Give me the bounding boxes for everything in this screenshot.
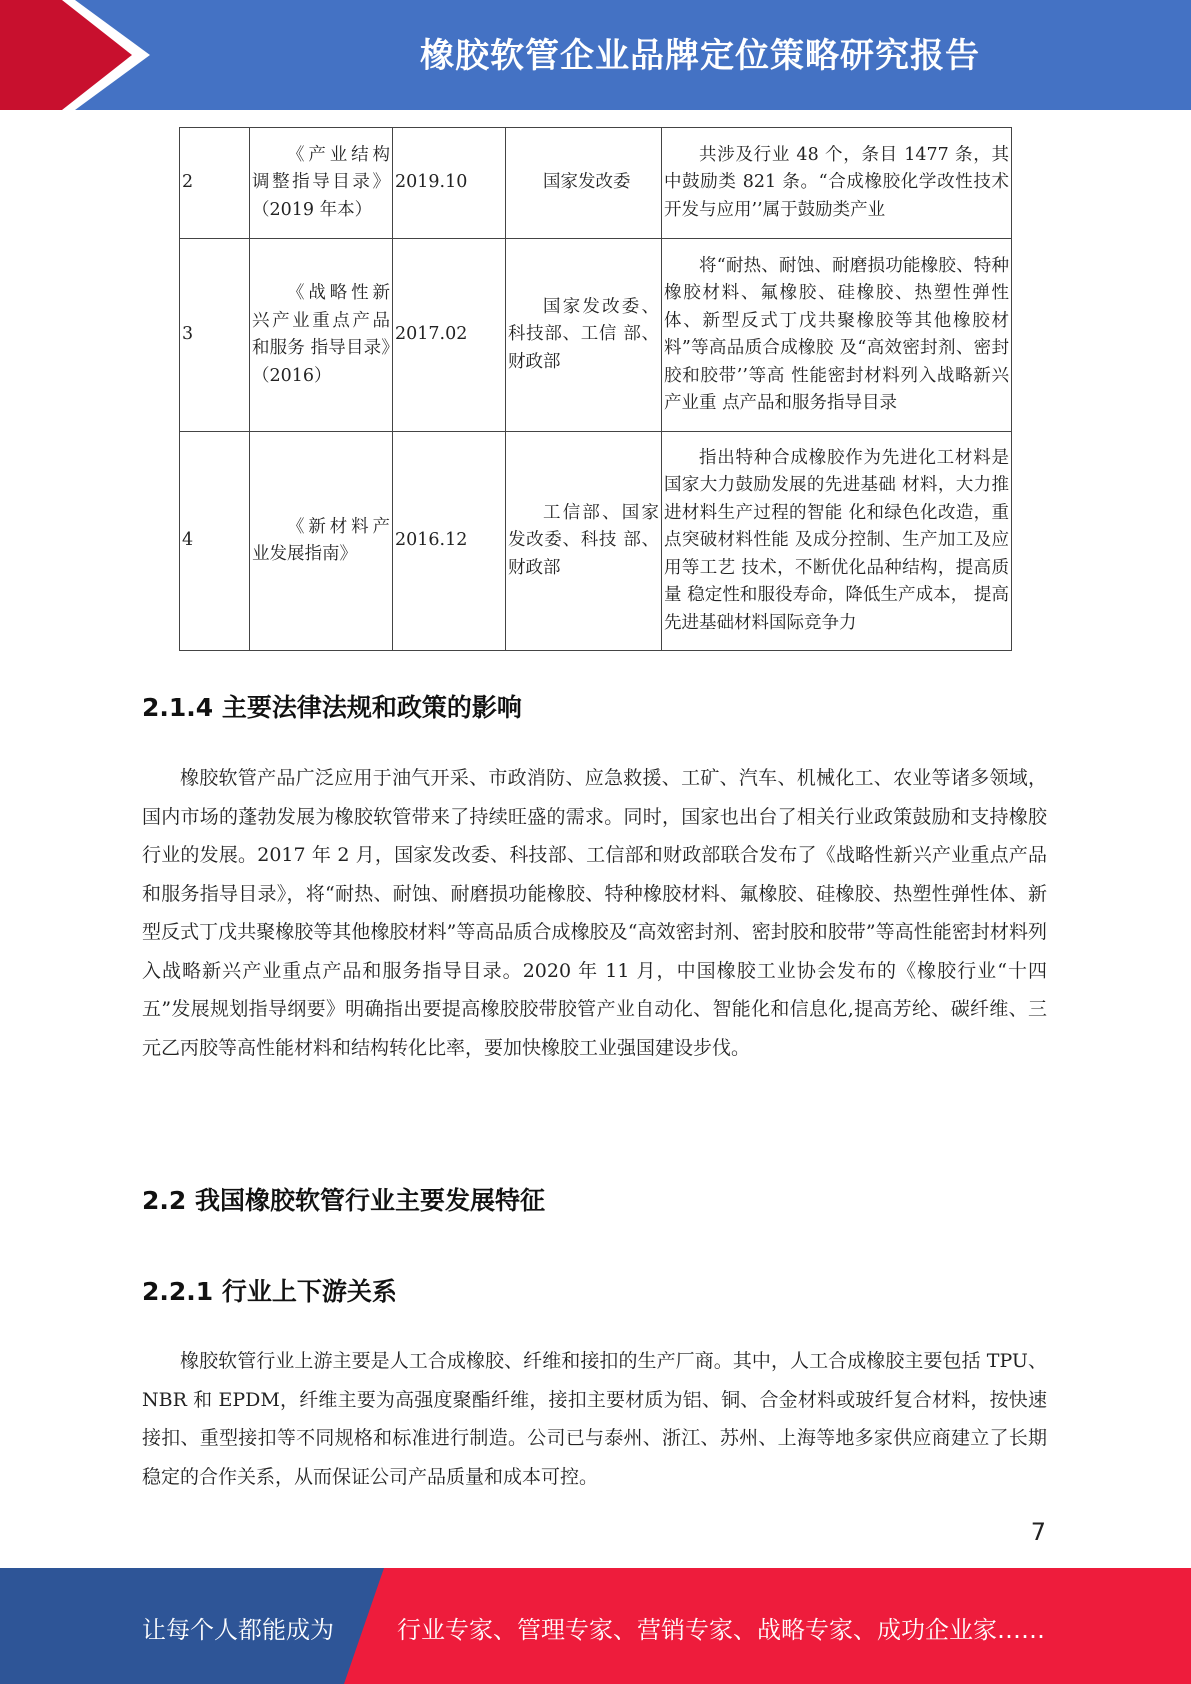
issue-date: 2017.02 — [393, 239, 506, 432]
row-number: 2 — [180, 128, 250, 239]
policy-name: 《新材料产 业发展指南》 — [250, 432, 393, 651]
issuing-agency: 国家发改委 — [506, 128, 662, 239]
policy-content: 将“耐热、耐蚀、耐磨损功能橡胶、特种橡胶材料、氟橡胶、硅橡胶、热塑性弹性体、新型反式丁戊共聚橡胶等其他橡胶材料”等高品质合成橡胶 及“高效密封剂、密封胶和胶带’’等高 性能密封材料列入战略新兴产业重 点产品和服务指导目录 — [662, 239, 1012, 432]
issue-date: 2019.10 — [393, 128, 506, 239]
footer-slogan-left: 让每个人都能成为 — [142, 1616, 334, 1644]
policy-content: 指出特种合成橡胶作为先进化工材料是国家大力鼓励发展的先进基础 材料，大力推进材料生产过程的智能 化和绿色化改造，重点突破材料性能 及成分控制、生产加工及应用等工艺 技术，不断优化品种结构，提高质量 稳定性和服役寿命，降低生产成本， 提高先进基础材料国际竞争力 — [662, 432, 1012, 651]
footer-slogan-right: 行业专家、管理专家、营销专家、战略专家、成功企业家…… — [397, 1616, 1045, 1644]
issuing-agency: 工信部、国家发改委、科技 部、财政部 — [506, 432, 662, 651]
policy-table — [179, 127, 1012, 651]
section-heading-2-2-1: 2.2.1 行业上下游关系 — [142, 1277, 397, 1306]
page-number: 7 — [1030, 1518, 1046, 1546]
row-number: 3 — [180, 239, 250, 432]
header-arrow-icon — [0, 0, 160, 110]
section-heading-2-1-4: 2.1.4 主要法律法规和政策的影响 — [142, 693, 522, 722]
policy-name: 《战略性新 兴产业重点产品和服务 指导目录》（2016） — [250, 239, 393, 432]
issuing-agency: 国家发改委、科技部、工信 部、财政部 — [506, 239, 662, 432]
report-title: 橡胶软管企业品牌定位策略研究报告 — [420, 36, 980, 76]
section-body-2-1-4: 橡胶软管产品广泛应用于油气开采、市政消防、应急救援、工矿、汽车、机械化工、农业等诸多领域，国内市场的蓬勃发展为橡胶软管带来了持续旺盛的需求。同时，国家也出台了相关行业政策鼓励和支持橡胶行业的发展。2017 年 2 月，国家发改委、科技部、工信部和财政部联合发布了《战略性新兴产业重点产品和服务指导目录》，将“耐热、耐蚀、耐磨损功能橡胶、特种橡胶材料、氟橡胶、硅橡胶、热塑性弹性体、新型反式丁戊共聚橡胶等其他橡胶材料”等高品质合成橡胶及“高效密封剂、密封胶和胶带”等高性能密封材料列入战略新兴产业重点产品和服务指导目录。2020 年 11 月，中国橡胶工业协会发布的《橡胶行业“十四五”发展规划指导纲要》明确指出要提高橡胶胶带胶管产业自动化、智能化和信息化,提高芳纶、碳纤维、三元乙丙胶等高性能材料和结构转化比率，要加快橡胶工业强国建设步伐。 — [142, 767, 1047, 1059]
table-row — [180, 128, 1012, 239]
table-row — [180, 432, 1012, 651]
row-number: 4 — [180, 432, 250, 651]
table-row — [180, 239, 1012, 432]
policy-content: 共涉及行业 48 个，条目 1477 条，其 中鼓励类 821 条。“合成橡胶化学改性技术开发与应用’’属于鼓励类产业 — [662, 128, 1012, 239]
policy-name: 《产业结构 调整指导目录》（2019 年本） — [250, 128, 393, 239]
page-footer — [0, 1568, 1191, 1684]
section-heading-2-2: 2.2 我国橡胶软管行业主要发展特征 — [142, 1186, 545, 1215]
page-header — [0, 0, 1191, 110]
issue-date: 2016.12 — [393, 432, 506, 651]
section-body-2-2-1: 橡胶软管行业上游主要是人工合成橡胶、纤维和接扣的生产厂商。其中，人工合成橡胶主要包括 TPU、NBR 和 EPDM，纤维主要为高强度聚酯纤维，接扣主要材质为铝、铜、合金材料或玻纤复合材料，按快速接扣、重型接扣等不同规格和标准进行制造。公司已与泰州、浙江、苏州、上海等地多家供应商建立了长期稳定的合作关系，从而保证公司产品质量和成本可控。 — [142, 1350, 1047, 1488]
